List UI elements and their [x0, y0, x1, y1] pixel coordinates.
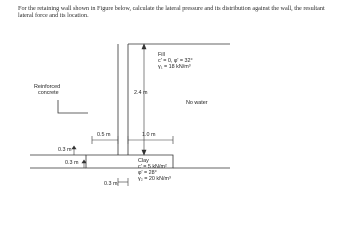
material-leader [58, 100, 88, 113]
fill-properties-2: γ₁ = 18 kN/m³ [158, 64, 191, 70]
clay-properties-2: φ' = 28° [138, 170, 157, 176]
clay-properties-3: γ₂ = 20 kN/m³ [138, 176, 171, 182]
fill-properties-1: c' = 0, φ' = 32° [158, 58, 193, 64]
clay-properties-1: c' = 5 kN/m² [138, 164, 167, 170]
water-label: No water [186, 100, 208, 106]
wall-material-label-1: Reinforced [34, 84, 61, 90]
base-thickness-label: 0.3 m [58, 147, 72, 153]
wall-stem [118, 44, 128, 155]
wall-material-label-2: concrete [38, 90, 59, 96]
heel-width-label: 1.0 m [142, 132, 156, 138]
stem-height-label: 2.4 m [134, 90, 148, 96]
problem-statement: For the retaining wall shown in Figure below, calculate the lateral pressure and its distribution against the wall, the resultant lateral force and its location. [18, 5, 325, 20]
toe-depth-label: 0.3 m [65, 160, 79, 166]
fill-title: Fill [158, 52, 165, 58]
clay-title: Clay [138, 158, 149, 164]
toe-width-label: 0.5 m [97, 132, 111, 138]
stem-thickness-label: 0.3 m [104, 181, 118, 187]
